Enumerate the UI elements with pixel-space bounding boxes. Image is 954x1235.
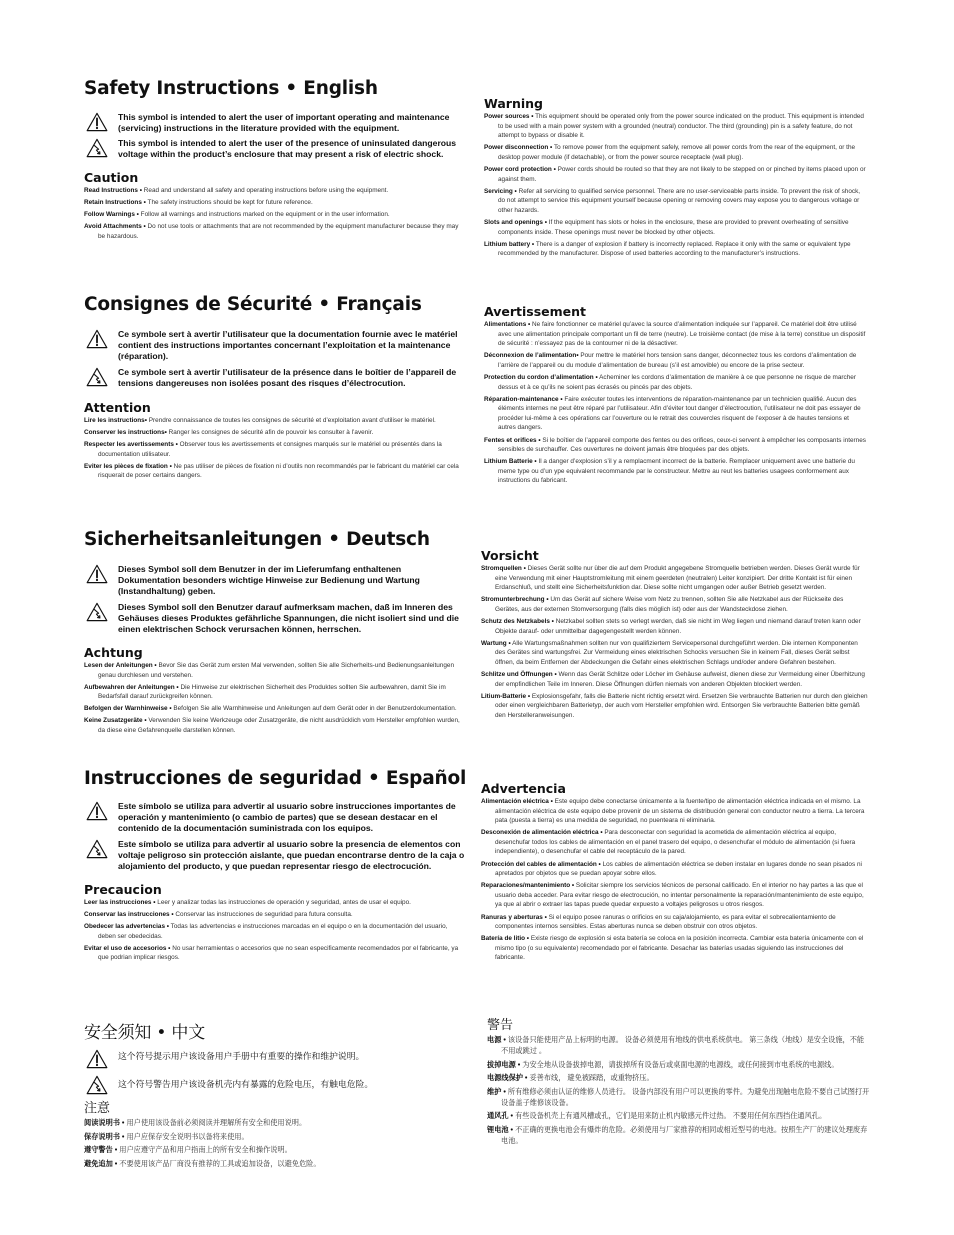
attention-list — [84, 416, 466, 481]
section-french-avertissement — [484, 296, 868, 489]
list-item: 保存说明书 • 用户应保存安全说明书以备将来使用。 — [84, 1131, 249, 1141]
list-item: Réparation-maintenance • Faire exécuter toutes les interventions de réparation-maintenance par un technicien qualifié. Aucun des éléments internes ne peut être réparé par l’utilisateur. Afin d’éviter tout danger d’électrocution, l’utilisateur ne doit pas essayer de procéder lui-même à ces opérations car l’ouverture ou le retrait des couvercles risquent de l’exposer à de hautes tensions et autres dangers. — [484, 395, 861, 432]
high-voltage-icon — [86, 138, 108, 158]
section-english-warning — [484, 88, 868, 261]
list-item: Protection du cordon d’alimentation • Acheminer les cordons d’alimentation de manière à ce que personne ne risque de marcher dessus et à ce qu’ils ne soient pas écrasés ou pincés par des objets. — [484, 373, 856, 391]
precaucion-list — [84, 898, 466, 963]
list-item: 维护 • 所有维修必须由认证的维修人员进行。 设备内部没有用户可以更换的零件。为避免出现触电危险不要自己试图打开设备盖子维修该设备。 — [487, 1086, 870, 1107]
list-item: Déconnexion de l’alimentation• Pour mettre le matériel hors tension sans danger, déconnectez tous les cordons d’alimentation de l’arrière de l’appareil ou du module d’alimentation de bureau (s’il est amovible) ou encore de la prise secteur. — [484, 352, 857, 369]
list-item: Litium-Batterie • Explosionsgefahr, falls die Batterie nicht richtig ersetzt wird. Ersetzen Sie verbrauchte Batterien nur durch den gleichen oder einen vergleichbaren Batterietyp, der auch vom Hersteller empfohlen wird. Entsorgen Sie verbrauchte Batterien bitte gemäß den Herstelleranweisungen. — [481, 692, 868, 719]
subheading-warning: Warning — [484, 96, 543, 111]
caution-list — [84, 186, 466, 241]
section-title-chinese: 安全须知 • 中文 — [84, 1023, 206, 1043]
notice-list — [84, 1117, 466, 1169]
warning-triangle-icon — [86, 1049, 108, 1069]
symbol-row-voltage — [84, 839, 466, 872]
symbol-row-voltage — [84, 1075, 466, 1090]
list-item: Evitar el uso de accesorios • No usar herramientas o accesorios que no sean especificamente recomendados por el fabricante, ya que podrian implicar riesgos. — [84, 944, 459, 962]
list-item: Lithium battery • There is a danger of explosion if battery is incorrectly replaced. Replace it only with the same or equivalent type recommended by the manufacturer. Dispose of used batteries according to the manufacturer’s instructions. — [484, 240, 851, 258]
list-item: Obedecer las advertencias • Todas las advertencias e instrucciones marcadas en el equipo o en la documentación del usuario, deben ser obedecidas. — [84, 923, 448, 940]
warning-triangle-icon — [86, 564, 108, 584]
section-title-german: Sicherheitsanleitungen • Deutsch — [84, 529, 430, 550]
list-item: Lithium Batterie • Il a danger d’explosion s’il y a remplacment incorrect de la batterie. Remplacer uniquement avec une batterie du meme type ou d’un ype equivalent recommande par le constructeur. Mettre au reut les batteries usagees conformement aux instructions du fabricant. — [484, 458, 855, 485]
symbol-text-warning: Dieses Symbol soll dem Benutzer in der im Lieferumfang enthaltenen Dokumentation besonders wichtige Hinweise zur Bedienung und Wartung (Instandhaltung) geben. — [118, 564, 420, 596]
warning-triangle-icon — [86, 329, 108, 349]
list-item: Schutz des Netzkabels • Netzkabel sollten stets so verlegt werden, daß sie nicht im Weg liegen und niemand darauf treten kann oder Objekte darauf- oder unmittelbar dagegengestellt werden können. — [481, 617, 861, 635]
list-item: Reparaciones/mantenimiento • Solicitar siempre los servicios técnicos de personal calificado. En el interior no hay partes a las que el usuario deba acceder. Para evitar riesgo de electrocución, no intentar personalmente la reparación/mantenimiento de este equipo, ya que al abrir o extraer las tapas puede quedar expuesto a voltajes peligrosos u otros riesgos. — [481, 882, 864, 909]
list-item: Schlitze und Öffnungen • Wenn das Gerät Schlitze oder Löcher im Gehäuse aufweist, dienen diese zur Vermeidung einer Überhitzung der empfindlichen Teile im Inneren. Diese Öffnungen dürfen niemals von anderen Objekten blockiert werden. — [481, 670, 865, 688]
list-item: Avoid Attachments • Do not use tools or attachments that are not recommended by the equipment manufacturer because they may be hazardous. — [84, 223, 459, 240]
list-item: 拔掉电源 • 为安全地从设备拔掉电源，请拔掉所有设备后或桌面电源的电源线，或任何接到市电系统的电源线。 — [487, 1059, 839, 1069]
symbol-text-voltage: Dieses Symbol soll den Benutzer darauf aufmerksam machen, daß im Inneren des Gehäuses dieses Produktes gefährliche Spannungen, die nicht isoliert sind und die einen elektrischen Schock verursachen können, herrschen. — [118, 602, 459, 634]
list-item: 避免追加 • 不要使用该产品厂商没有推荐的工具或追加设备，以避免危险。 — [84, 1158, 321, 1168]
list-item: 电源 • 该设备只能使用产品上标明的电源。 设备必须使用有地线的供电系统供电。 第三条线（地线）是安全设施，不能不用或跳过 。 — [487, 1035, 865, 1055]
list-item: Alimentación eléctrica • Este equipo debe conectarse únicamente a la fuente/tipo de alimentación eléctrica indicada en el mismo. La alimentación eléctrica de este equipo debe provenir de un sistema de distribución general con conductor neutro a tierra. La tercera pata (puesta a tierra) es una medida de seguridad, no puenteara ni eliminaria. — [481, 798, 865, 825]
list-item: Conserver les instructions• Ranger les consignes de sécurité afin de pouvoir les consulter à l’avenir. — [84, 429, 374, 437]
warning-triangle-icon — [86, 801, 108, 821]
list-item: 阅读说明书 • 用户使用该设备前必须阅读并理解所有安全和使用说明。 — [84, 1118, 307, 1127]
section-chinese-warning — [487, 1006, 871, 1148]
list-item: Keine Zusatzgeräte • Verwenden Sie keine Werkzeuge oder Zusatzgeräte, die nicht ausdrücklich vom Hersteller empfohlen wurden, da diese eine Gefahrenquelle darstellen können. — [84, 717, 460, 735]
list-item: Power sources • This equipment should be operated only from the power source indicated on the product. This equipment is intended to be used with a main power system with a grounded (neutral) conductor. The third (grounding) pin is a safety feature, do not attempt to bypass or disable it. — [484, 113, 864, 140]
symbol-text-voltage: 这个符号警告用户该设备机壳内有暴露的危险电压，有触电危险。 — [118, 1079, 374, 1089]
subheading-notice: 注意 — [84, 1101, 111, 1116]
subheading-attention: Attention — [84, 400, 151, 415]
symbol-row-warning — [84, 1049, 466, 1062]
subheading-caution: Caution — [84, 170, 139, 185]
symbol-row-warning — [84, 564, 466, 597]
high-voltage-icon — [86, 367, 108, 387]
list-item: 电源线保护 • 妥善布线， 避免被踩踏，或重物挤压。 — [487, 1073, 654, 1082]
list-item: Wartung • Alle Wartungsmaßnahmen sollten nur von qualifiziertem Servicepersonal durchgeführt werden. Die internen Komponenten des Gerätes sind wartungsfrei. Zur Vermeidung eines elektrischen Schocks versuchen Sie in keinem Fall, dieses Gerät selbst öffnen, da beim Entfernen der Abdeckungen die Gefahr eines elektrischen Schlags und/oder andere Gefahren bestehen. — [481, 639, 858, 666]
list-item: Respecter les avertissements • Observer tous les avertissements et consignes marqués sur le matériel ou présentés dans la documentation utilisateur. — [84, 441, 442, 458]
list-item: Conservar las instrucciones • Conservar las instrucciones de seguridad para futura consulta. — [84, 911, 353, 919]
symbol-text-voltage: Este símbolo se utiliza para advertir al usuario sobre la presencia de elementos con voltaje peligroso sin protección aislante, que puedan encontrarse dentro de la caja o alojamiento del producto, y que puedan representar riesgo de electrocución. — [118, 839, 465, 871]
symbol-text-voltage: This symbol is intended to alert the user of the presence of uninsulated dangerous voltage within the product’s enclosure that may present a risk of electric shock. — [118, 138, 457, 159]
list-item: Stromquellen • Dieses Gerät sollte nur über die auf dem Produkt angegebene Stromquelle betrieben werden. Dieses Gerät wurde für eine Verwendung mit einer Hauptstromleitung mit einem geerdeten (neutralen) Leiter konzipiert. Der dritte Kontakt ist für einen Erdanschluß, und stellt eine Sicherheitsfunktion dar. Diese sollte nicht umgangen oder außer Betrieb gesetzt werden. — [481, 565, 860, 592]
list-item: Power cord protection • Power cords should be routed so that they are not likely to be stepped on or pinched by items placed upon or against them. — [484, 165, 866, 183]
section-chinese — [84, 1018, 466, 1171]
list-item: 通风孔 • 有些设备机壳上有通风槽或孔，它们是用来防止机内敏感元件过热。 不要用任何东西挡住通风孔。 — [487, 1111, 827, 1120]
list-item: Retain Instructions • The safety instructions should be kept for future reference. — [84, 199, 313, 207]
section-spanish-advertencia — [481, 773, 869, 966]
achtung-list — [84, 661, 466, 736]
section-spanish — [84, 768, 466, 966]
section-german-vorsicht — [481, 540, 869, 723]
list-item: Ranuras y aberturas • Si el equipo posee ranuras o orificios en su caja/alojamiento, es para evitar el sobrecalientamiento de componentes internos sensibles. Estas aberturas nunca se deben obstruir con otros objetos. — [481, 913, 836, 931]
symbol-text-voltage: Ce symbole sert à avertir l’utilisateur de la présence dans le boîtier de l’appareil de tensions dangereuses non isolées posant des risques d’électrocution. — [118, 367, 457, 388]
symbol-text-warning: Este símbolo se utiliza para advertir al usuario sobre instrucciones importantes de operación y mantenimiento (o cambio de partes) que se desean destacar en el contenido de la documentación suministrada con los equipos. — [118, 801, 456, 833]
section-german — [84, 529, 466, 738]
list-item: Lire les instructions• Prendre connaissance de toutes les consignes de sécurité et d’exploitation avant d’utiliser le matériel. — [84, 417, 436, 424]
section-french — [84, 294, 466, 484]
subheading-precaucion: Precaucion — [84, 882, 162, 897]
symbol-row-warning — [84, 801, 466, 834]
list-item: Desconexión de alimentación eléctrica • Para desconectar con seguridad la acometida de alimentación eléctrica al equipo, desenchufar todos los cables de alimentación en el panel trasero del equipo, o desenchufar el módulo de alimentación (si fuera independiente), o desenchufar el cable del receptáculo de la pared. — [481, 829, 856, 856]
list-item: 锂电池 • 不正确的更换电池会有爆炸的危险。必须使用与厂家推荐的相同或相近型号的电池。按照生产厂的建议处理废弃电池。 — [487, 1124, 868, 1145]
list-item: Aufbewahren der Anleitungen • Die Hinweise zur elektrischen Sicherheit des Produktes sollten Sie aufbewahren, damit Sie im Bedarfsfall darauf zurückgreifen können. — [84, 683, 446, 701]
section-title-french: Consignes de Sécurité • Français — [84, 294, 422, 315]
subheading-chinese-warning: 警告 — [487, 1018, 514, 1033]
list-item: Servicing • Refer all servicing to qualified service personnel. There are no user-serviceable parts inside. To prevent the risk of shock, do not attempt to service this equipment yourself because opening or removing covers may expose you to dangerous voltage or other hazards. — [484, 187, 861, 214]
list-item: Leer las instrucciones • Leer y analizar todas las instrucciones de operación y seguridad, antes de usar el equipo. — [84, 899, 411, 906]
symbol-row-voltage — [84, 138, 466, 160]
symbol-row-warning — [84, 329, 466, 362]
list-item: Read Instructions • Read and understand all safety and operating instructions before using the equipment. — [84, 187, 389, 194]
symbol-row-warning — [84, 112, 466, 134]
list-item: Alimentations • Ne faire fonctionner ce matériel qu’avec la source d’alimentation indiquée sur l’appareil. Ce matériel doit être utilisé avec une alimentation principale comportant un fil de terre (neutre). Le troisième contact (de mise à la terre) constitue un dispositif de sécurité : n’essayez pas de la contourner ni de la désactiver. — [484, 321, 866, 348]
list-item: Slots and openings • If the equipment has slots or holes in the enclosure, these are provided to prevent overheating of sensitive components inside. These openings must never be blocked by other objects. — [484, 218, 849, 236]
subheading-advertencia: Advertencia — [481, 781, 566, 796]
high-voltage-icon — [86, 1075, 108, 1095]
list-item: Stromunterbrechung • Um das Gerät auf sichere Weise vom Netz zu trennen, sollten Sie alle Netzkabel aus der Rückseite des Gerätes, aus der externen Stomversorgung (falls dies möglich ist) oder aus der Wandsteckdose ziehen. — [481, 596, 844, 613]
high-voltage-icon — [86, 602, 108, 622]
list-item: Follow Warnings • Follow all warnings and instructions marked on the equipment or in the user information. — [84, 211, 390, 219]
section-title-english: Safety Instructions • English — [84, 78, 378, 99]
warning-triangle-icon — [86, 112, 108, 132]
avertissement-list — [484, 320, 868, 486]
list-item: Batería de litio • Existe riesgo de explosión si esta batería se coloca en la posición incorrecta. Cambiar esta batería únicamente con el mismo tipo (o su equivalente) recomendado por el fabricante. Desachar las baterías usadas siguiendo las instrucciones del fabricante. — [481, 935, 864, 962]
symbol-text-warning: Ce symbole sert à avertir l’utilisateur que la documentation fournie avec le matériel contient des instructions importantes concernant l’exploitation et la maintenance (réparation). — [118, 329, 458, 361]
section-english — [84, 78, 466, 244]
advertencia-list — [481, 797, 869, 963]
list-item: Power disconnection • To remove power from the equipment safely, remove all power cords from the rear of the equipment, or the desktop power module (if detachable), or from the power source receptacle (wall plug). — [484, 144, 856, 161]
list-item: Protección del cables de alimentación • Los cables de alimentación eléctrica se deben instalar en lugares donde no sean pisados ni apretados por objetos que se puedan apoyar sobre ellos. — [481, 860, 862, 878]
list-item: 遵守警告 • 用户应遵守产品和用户指南上的所有安全和操作说明。 — [84, 1145, 292, 1154]
subheading-achtung: Achtung — [84, 645, 143, 660]
symbol-text-warning: 这个符号提示用户该设备用户手册中有重要的操作和维护说明。 — [118, 1051, 365, 1061]
list-item: Befolgen der Warnhinweise • Befolgen Sie alle Warnhinweise und Anleitungen auf dem Gerät oder in der Benutzerdokumentation. — [84, 705, 457, 713]
symbol-row-voltage — [84, 602, 466, 635]
subheading-avertissement: Avertissement — [484, 304, 587, 319]
list-item: Eviter les pièces de fixation • Ne pas utiliser de pièces de fixation ni d’outils non recommandés par le fabricant du matériel car cela risquerait de poser certains dangers. — [84, 462, 459, 480]
chinese-warning-list — [487, 1034, 871, 1146]
list-item: Lesen der Anleitungen • Bevor Sie das Gerät zum ersten Mal verwenden, sollten Sie alle Sicherheits-und Bedienungsanleitungen genau durchlesen und verstehen. — [84, 662, 455, 679]
subheading-vorsicht: Vorsicht — [481, 548, 539, 563]
warning-list — [484, 112, 868, 259]
symbol-row-voltage — [84, 367, 466, 389]
high-voltage-icon — [86, 839, 108, 859]
list-item: Fentes et orifices • Si le boîtier de l’appareil comporte des fentes ou des orifices, ceux-ci servent à empêcher les composants internes sensibles de surchauffer. Ces ouvertures ne doivent jamais être bloquées par des objets. — [484, 436, 866, 454]
vorsicht-list — [481, 564, 869, 720]
section-title-spanish: Instrucciones de seguridad • Español — [84, 768, 467, 789]
symbol-text-warning: This symbol is intended to alert the user of important operating and maintenance (servicing) instructions in the literature provided with the equipment. — [118, 112, 450, 133]
